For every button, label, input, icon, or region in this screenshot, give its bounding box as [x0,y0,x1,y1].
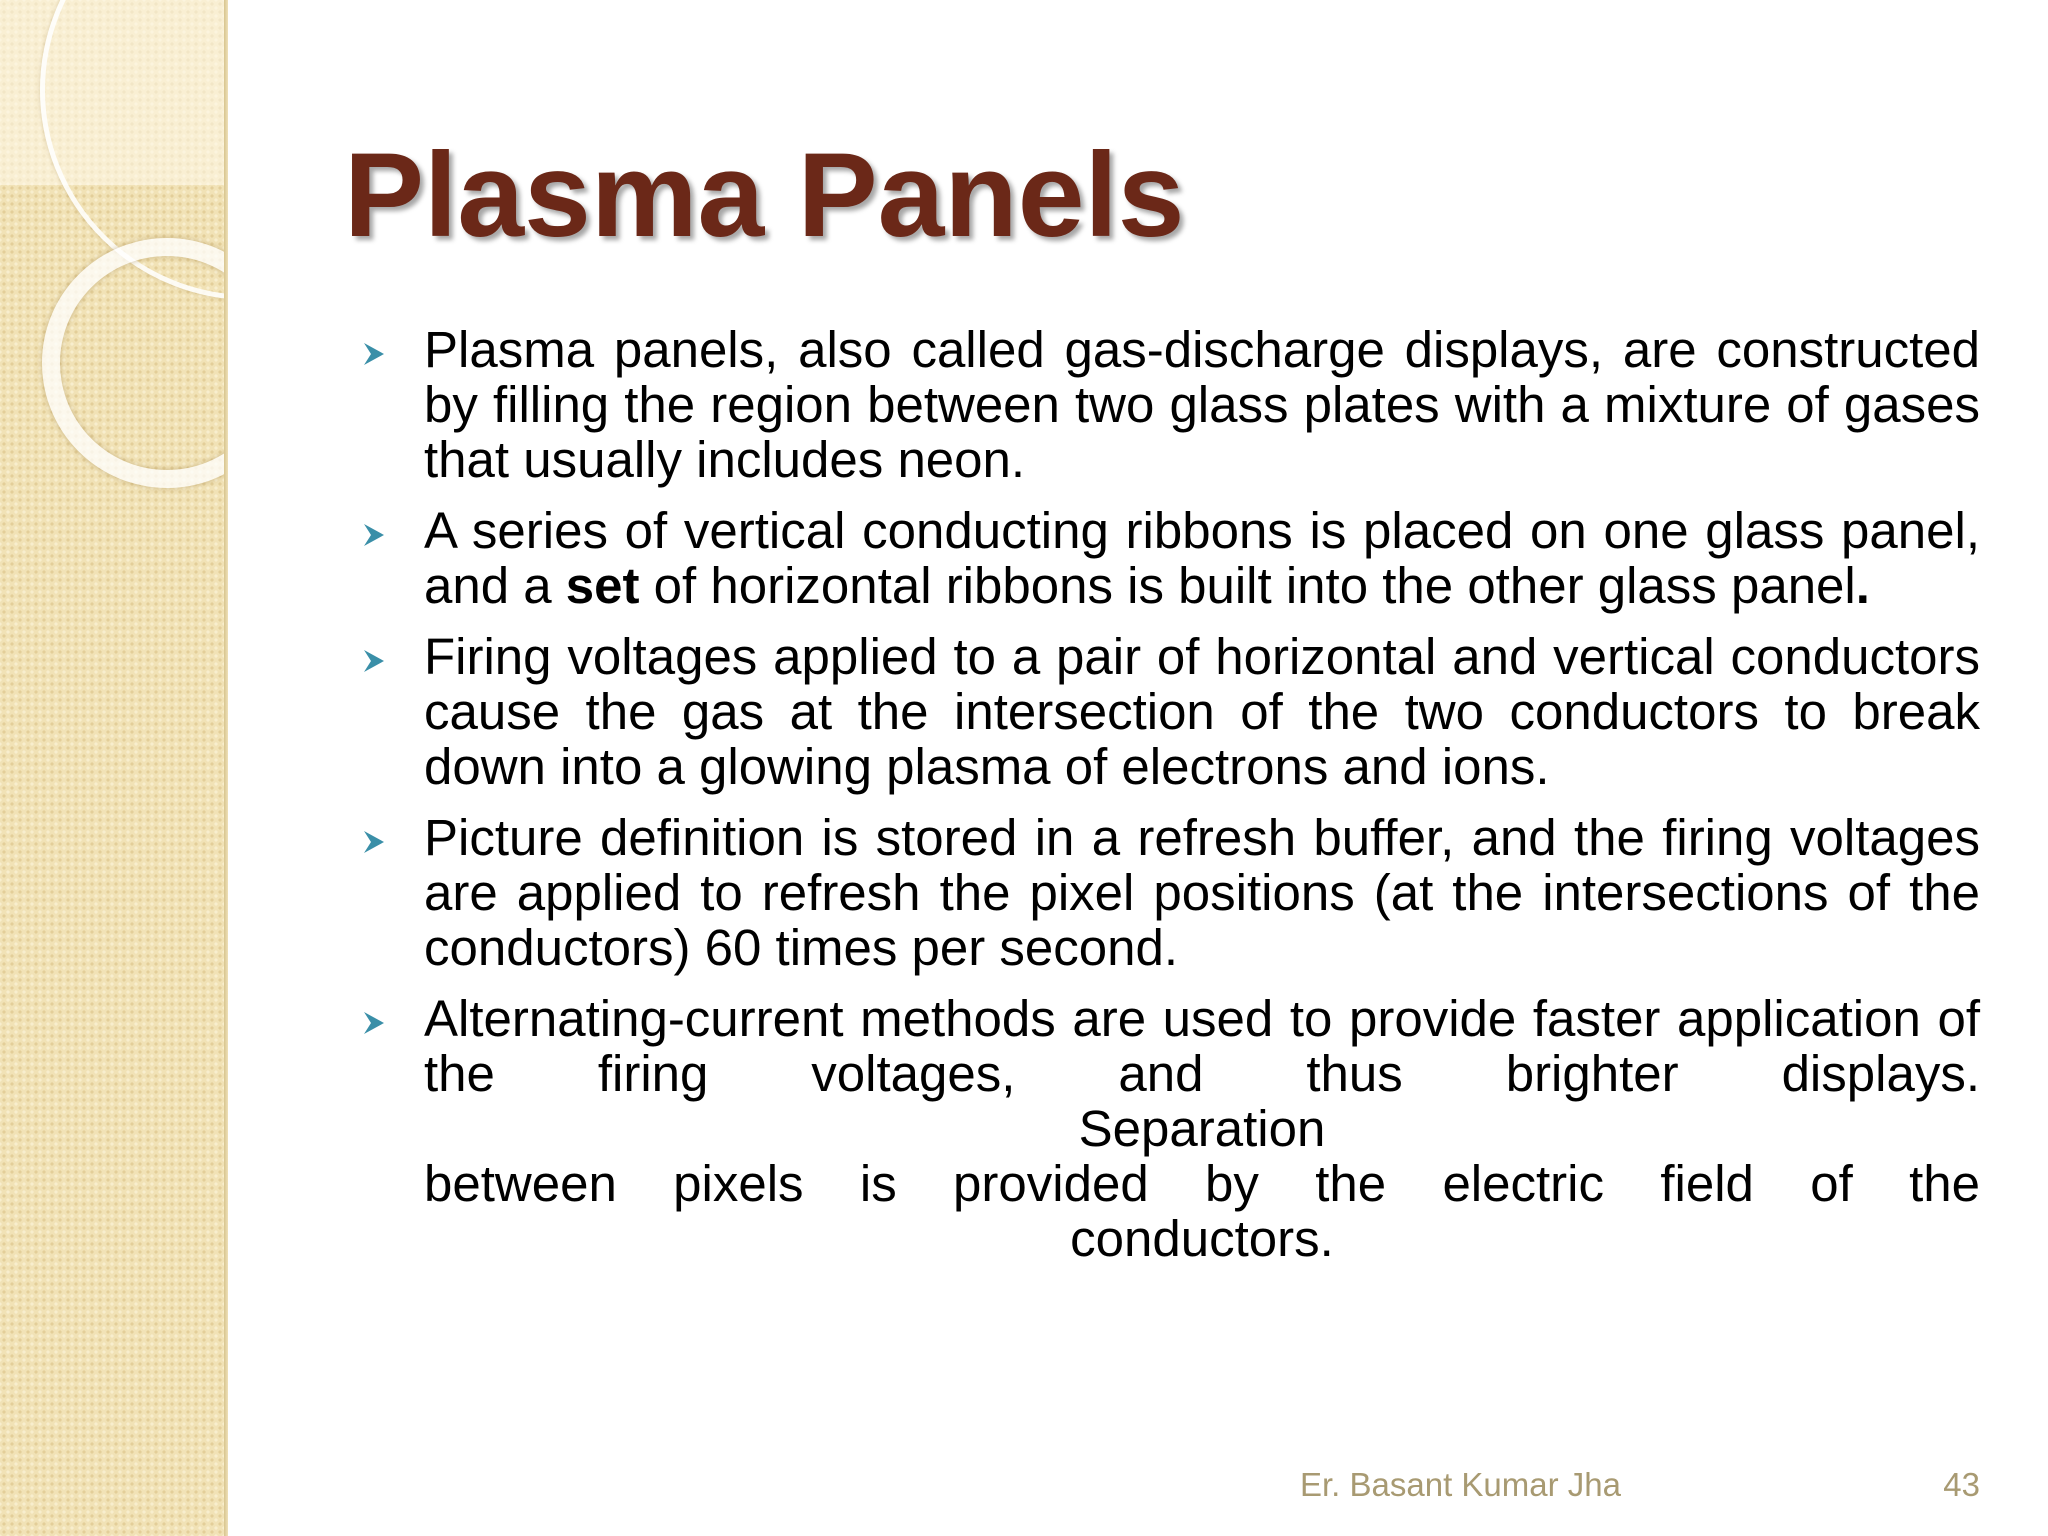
side-band-edge [224,0,228,1536]
bullet-text: Picture definition is stored in a refresh buffer, and the firing voltages are applied to refresh the pixel positions (at the intersections of the conductors) 60 times per second. [424,809,1980,976]
bullet-text-centered: Separation [1078,1100,1326,1157]
arrow-bullet-icon [360,1009,388,1037]
bullet-text: Firing voltages applied to a pair of horizontal and vertical conductors cause the gas at the intersection of the two conductors to break down into a glowing plasma of electrons and ions. [424,628,1980,795]
bullet-list [360,322,1980,1282]
bullet-text: Plasma panels, also called gas-discharge displays, are constructed by filling the region between two glass plates with a mixture of gases that usually includes neon. [424,321,1980,488]
page-number: 43 [1943,1466,1980,1503]
bullet-text-justified: between pixels is provided by the electric field of the [424,1155,1980,1212]
bullet-text-part: A series of vertical conducting ribbons is placed on one glass panel, and a [424,502,1980,614]
bullet-text [424,503,1980,613]
bullet-text-centered: conductors. [1070,1210,1334,1267]
slide-title: Plasma Panels [344,128,1185,262]
arrow-bullet-icon [360,828,388,856]
footer-author: Er. Basant Kumar Jha [1300,1466,1621,1503]
decorative-ring-small [42,238,228,488]
decorative-side-band [0,0,228,1536]
arrow-bullet-icon [360,521,388,549]
arrow-bullet-icon [360,647,388,675]
bullet-item [360,810,1980,975]
bullet-item [360,629,1980,794]
arrow-bullet-icon [360,340,388,368]
bullet-item [360,503,1980,613]
bold-period: . [1855,557,1870,614]
bullet-item [360,991,1980,1266]
bold-term: set [565,557,640,614]
bullet-text: Alternating-current methods are used to provide faster application of the firing voltages, and thus brighter displays. [424,990,1980,1102]
bullet-item [360,322,1980,487]
bullet-text-part: of horizontal ribbons is built into the other glass panel [639,557,1856,614]
